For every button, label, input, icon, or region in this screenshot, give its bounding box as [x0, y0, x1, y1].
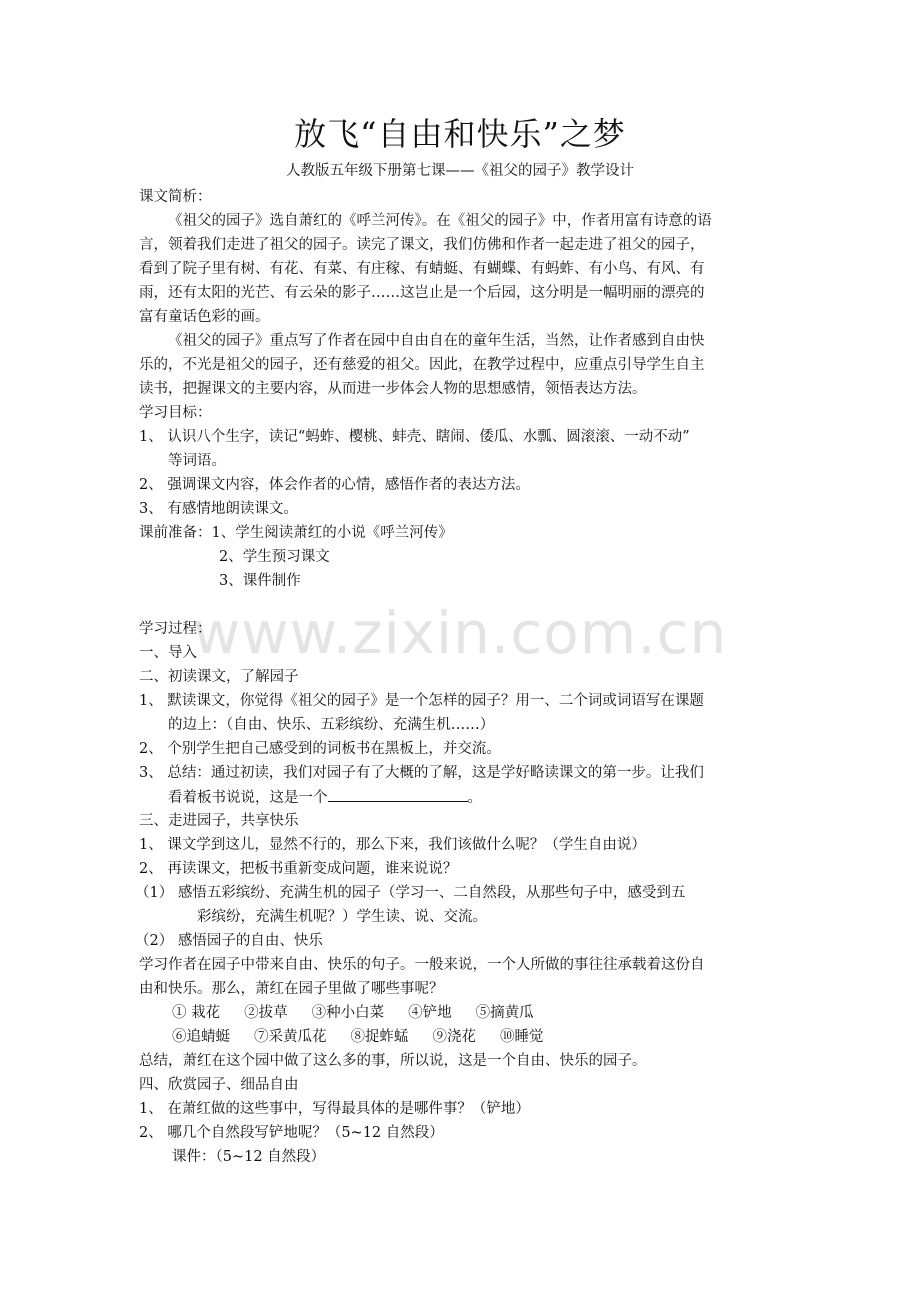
- paragraph-line: 看到了院子里有树、有花、有菜、有庄稼、有蜻蜓、有蝴蝶、有蚂蚱、有小鸟、有风、有: [139, 261, 705, 277]
- step-item: 1、 在萧红做的这些事中，写得最具体的是哪件事？（铲地）: [139, 1101, 530, 1117]
- paragraph-line: 由和快乐。那么，萧红在园子里做了哪些事呢？: [139, 981, 444, 997]
- step-item-continued: 的边上：（自由、快乐、五彩缤纷、充满生机……）: [168, 717, 495, 733]
- activity-item: ③种小白菜: [311, 1005, 385, 1021]
- fill-blank-suffix: 。: [467, 790, 482, 806]
- sub-item-continued: 彩缤纷，充满生机呢？）学生读、说、交流。: [197, 909, 487, 925]
- activity-item: ⑤摘黄瓜: [475, 1005, 534, 1021]
- paragraph-line: 《祖父的园子》重点写了作者在园中自由自在的童年生活，当然，让作者感到自由快: [168, 333, 705, 349]
- activity-item: ⑥追蜻蜓: [172, 1029, 230, 1045]
- goals-heading: 学习目标：: [139, 405, 212, 421]
- paragraph-line: 学习作者在园子中带来自由、快乐的句子。一般来说，一个人所做的事往往承载着这份自: [139, 957, 705, 973]
- paragraph-line: 读书，把握课文的主要内容，从而进一步体会人物的思想感情，领悟表达方法。: [139, 381, 647, 397]
- prep-item: 2、学生预习课文: [219, 549, 330, 565]
- watermark: www.zixin.com.cn: [192, 599, 728, 667]
- step-item: 1、 默读课文，你觉得《祖父的园子》是一个怎样的园子？用一、二个词或词语写在课题: [139, 693, 704, 709]
- activity-item: ⑧捉蚱蜢: [350, 1029, 409, 1045]
- paragraph-line: 乐的，不光是祖父的园子，还有慈爱的祖父。因此，在教学过程中，应重点引导学生自主: [139, 357, 705, 373]
- step-item: 1、 课文学到这儿，显然不行的，那么下来，我们该做什么呢？（学生自由说）: [139, 837, 646, 853]
- goal-item: 3、 有感情地朗读课文。: [139, 501, 298, 517]
- activity-list-row: [172, 1002, 558, 1024]
- prep-item: 课前准备：1、学生阅读萧红的小说《呼兰河传》: [139, 525, 453, 541]
- step-heading: 一、导入: [139, 645, 197, 661]
- sub-item: （2） 感悟园子的自由、快乐: [135, 933, 323, 949]
- activity-item: ②拔草: [244, 1005, 288, 1021]
- sub-item: （1） 感悟五彩缤纷、充满生机的园子（学习一、二自然段，从那些句子中，感受到五: [135, 885, 686, 901]
- step-item: 3、 总结：通过初读，我们对园子有了大概的了解，这是学好略读课文的第一步。让我们: [139, 765, 704, 781]
- step-item: 2、 哪几个自然段写铲地呢？（5~12 自然段）: [139, 1125, 444, 1141]
- process-heading: 学习过程：: [139, 621, 212, 637]
- activity-item: ⑩睡觉: [500, 1029, 544, 1045]
- step-item: 2、 再读课文，把板书重新变成问题，谁来说说？: [139, 861, 458, 877]
- activity-item: ⑦采黄瓜花: [254, 1029, 327, 1045]
- paragraph-line: 《祖父的园子》选自萧红的《呼兰河传》。在《祖父的园子》中，作者用富有诗意的语: [168, 213, 712, 229]
- activity-item: ① 栽花: [172, 1005, 221, 1021]
- paragraph-line: 富有童话色彩的画。: [139, 309, 270, 325]
- activity-list-row: [172, 1026, 568, 1048]
- activity-item: ⑨浇花: [432, 1029, 476, 1045]
- fill-blank-prefix: 看着板书说说，这是一个: [168, 790, 328, 806]
- step-item-continued: [168, 786, 482, 808]
- step-item: 2、 个别学生把自己感受到的词板书在黑板上，并交流。: [139, 741, 501, 757]
- step-heading: 四、欣赏园子、细品自由: [139, 1077, 299, 1093]
- fill-blank: [328, 786, 468, 802]
- step-heading: 三、走进园子，共享快乐: [139, 813, 299, 829]
- document-title: 放飞“自由和快乐”之梦: [294, 115, 626, 153]
- analysis-heading: 课文简析：: [139, 189, 212, 205]
- step-item-continued: 课件：（5~12 自然段）: [172, 1149, 326, 1165]
- goal-item: 1、 认识八个生字，读记“蚂蚱、樱桃、蚌壳、瞎闹、倭瓜、水瓢、圆滚滚、一动不动”: [139, 429, 690, 445]
- step-heading: 二、初读课文，了解园子: [139, 669, 299, 685]
- paragraph-line: 总结，萧红在这个园中做了这么多的事，所以说，这是一个自由、快乐的园子。: [139, 1053, 647, 1069]
- activity-item: ④铲地: [408, 1005, 452, 1021]
- goal-item-continued: 等词语。: [168, 453, 226, 469]
- paragraph-line: 言，领着我们走进了祖父的园子。读完了课文，我们仿佛和作者一起走进了祖父的园子，: [139, 237, 705, 253]
- paragraph-line: 雨，还有太阳的光芒、有云朵的影子……这岂止是一个后园，这分明是一幅明丽的漂亮的: [139, 285, 705, 301]
- document-subtitle: 人教版五年级下册第七课——《祖父的园子》教学设计: [286, 163, 634, 179]
- prep-item: 3、课件制作: [219, 573, 301, 589]
- goal-item: 2、 强调课文内容，体会作者的心情，感悟作者的表达方法。: [139, 477, 530, 493]
